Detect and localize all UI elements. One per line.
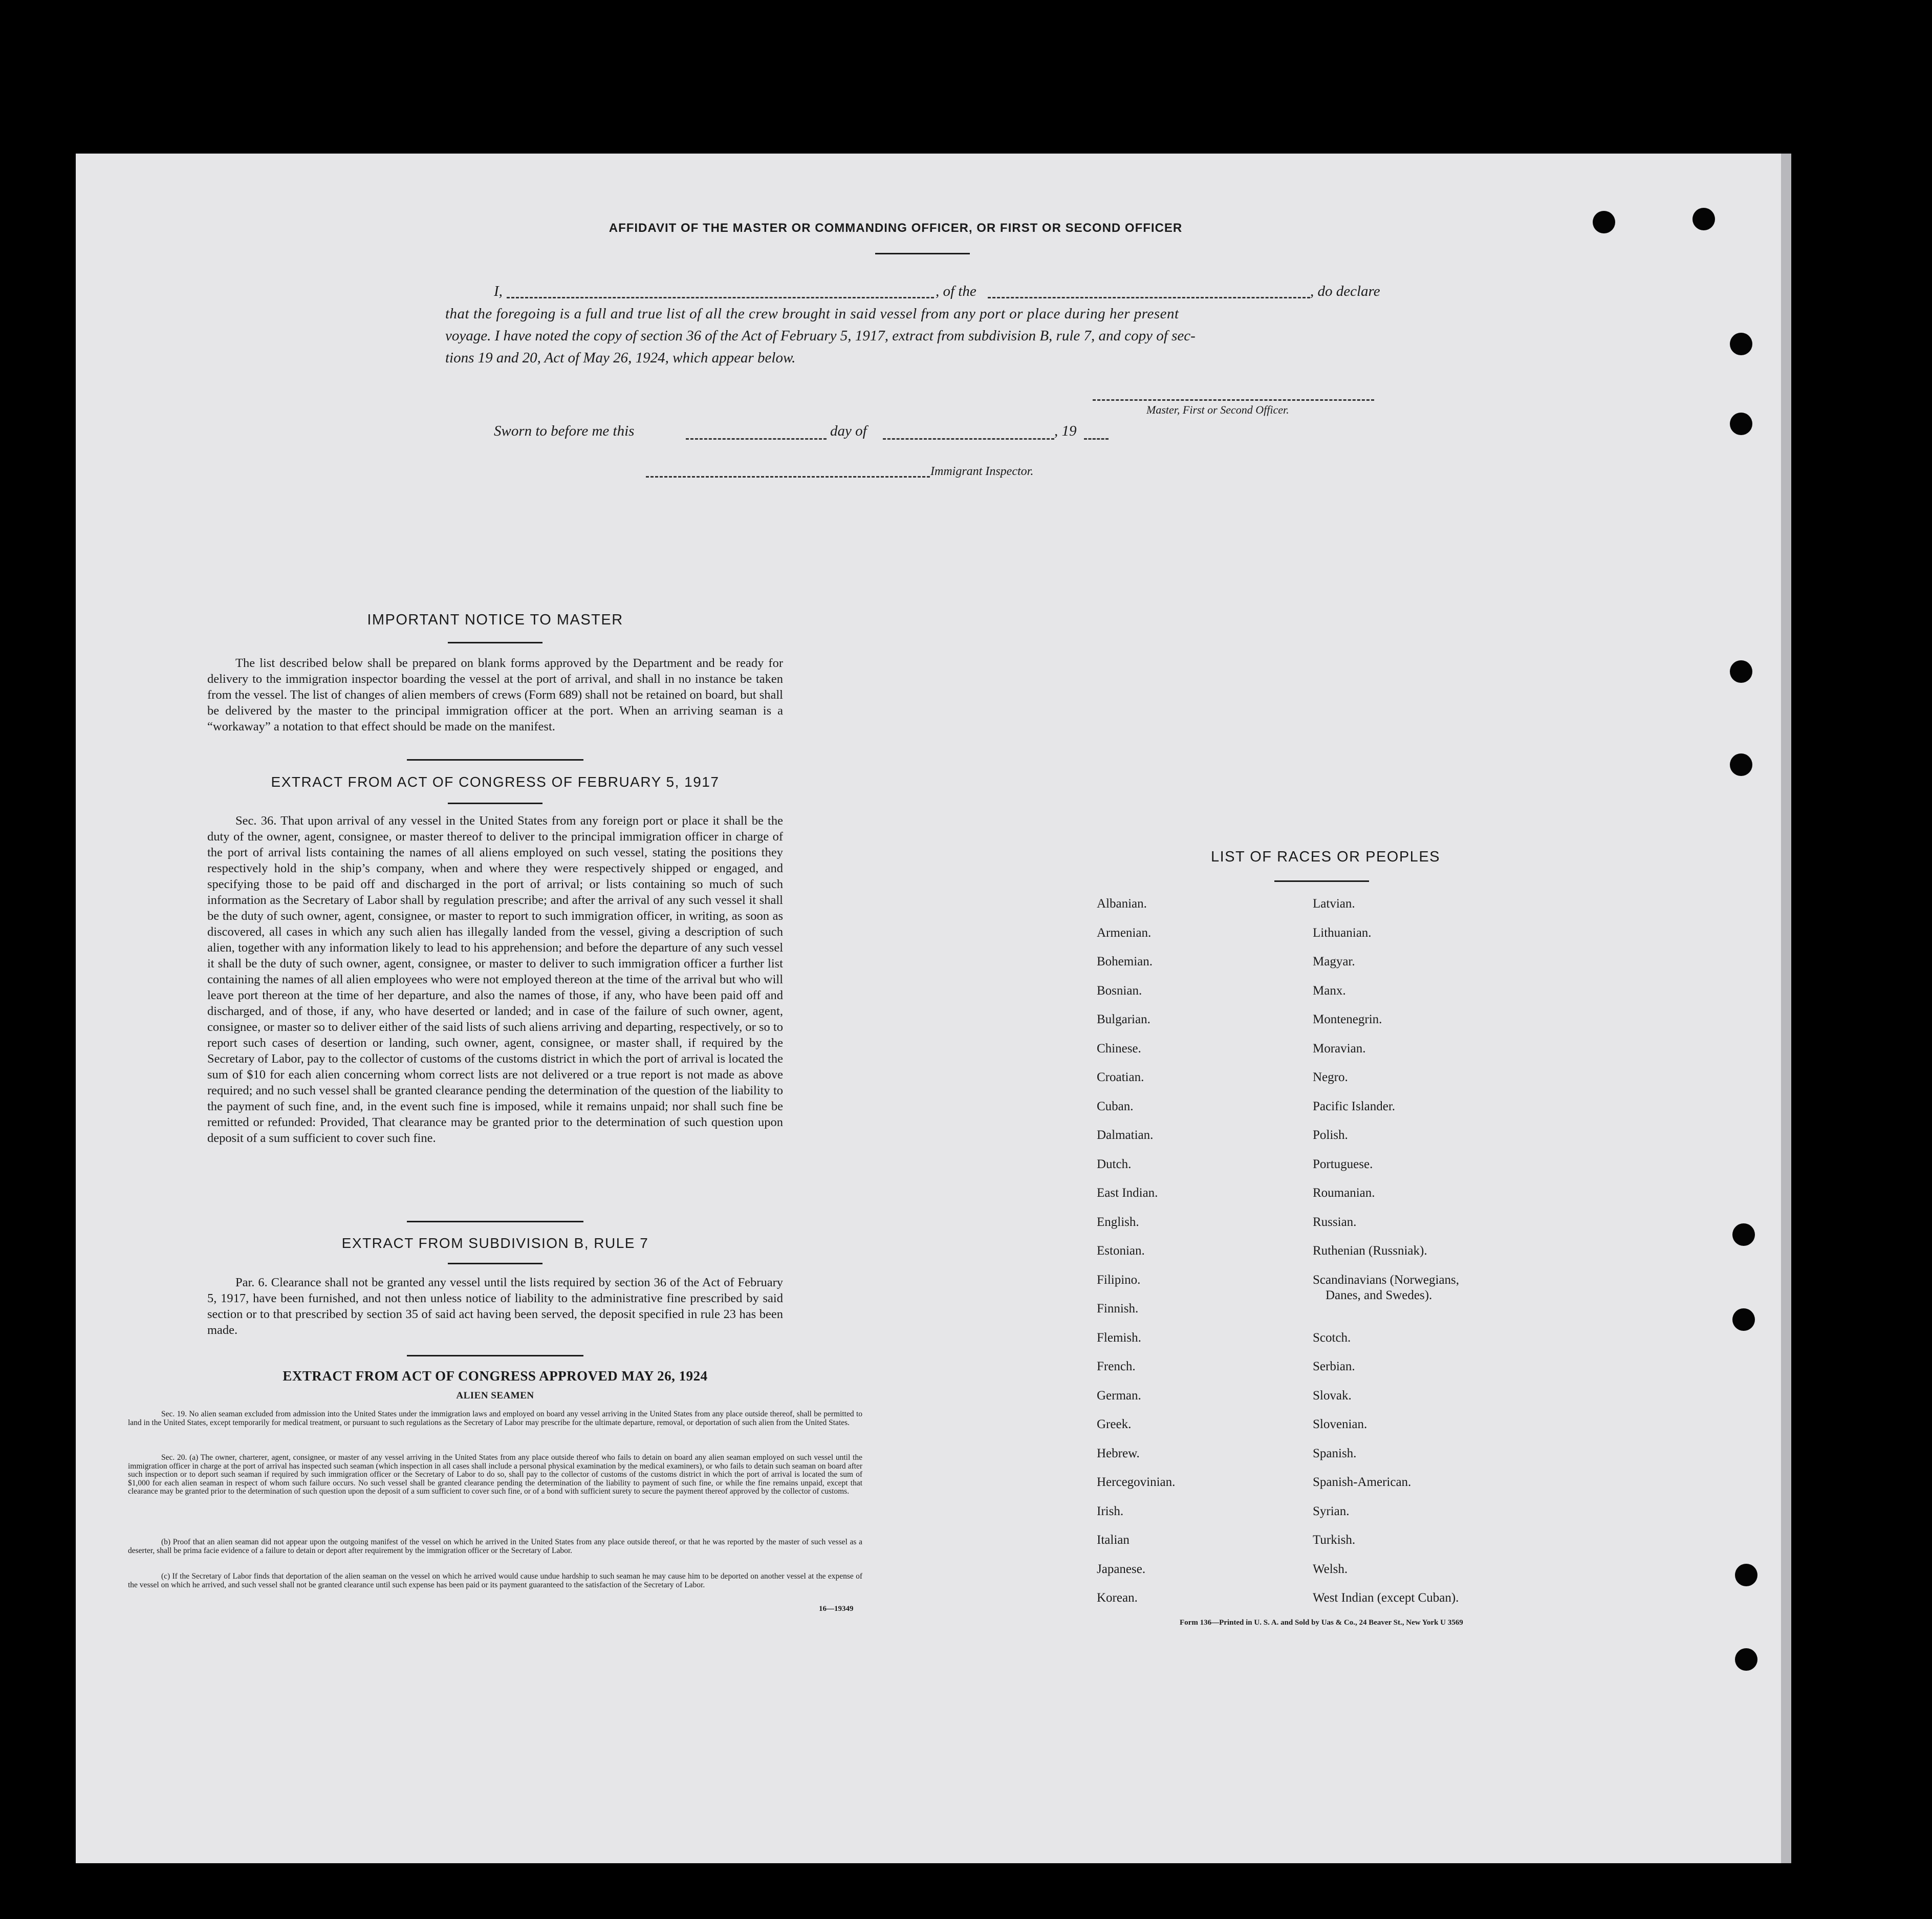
- year-label: , 19: [1054, 423, 1077, 439]
- race-item: Slovenian.: [1313, 1417, 1367, 1431]
- race-item: Italian: [1097, 1533, 1130, 1547]
- race-item: East Indian.: [1097, 1186, 1158, 1200]
- notice-title: IMPORTANT NOTICE TO MASTER: [367, 612, 623, 628]
- race-item: Roumanian.: [1313, 1186, 1375, 1200]
- affidavit-line-3: voyage. I have noted the copy of section 36 of the Act of February 5, 1917, extract from subdivision B, rule 7, and copy of sec-: [445, 328, 1196, 344]
- act-1924-sec-20a: Sec. 20. (a) The owner, charterer, agent, consignee, or master of any vessel arriving in the United States from any place outside thereof who fails to detain on board any alien seaman employed on such vessel until the immigration officer in charge at the port of arrival has inspected such seaman (which inspection in all cases shall include a personal physical examination by the medical examiners), or who fails to detain such seaman on board after such inspection or to deport such seaman if required by such immigration officer or the Secretary of Labor to do so, shall pay to the collector of customs of the customs district in which the port of arrival is located the sum of $1,000 for each alien seaman in respect of whom such failure occurs. No such vessel shall be granted clearance pending the determination of the liability to payment of such fine, or while the fine remains unpaid, except that clearance may be granted prior to the determination of such question upon the deposit of a sum sufficient to cover such fine, or of a bond with sufficient surety to secure the payment thereof approved by the collector of customs.: [128, 1453, 862, 1496]
- race-item: English.: [1097, 1215, 1139, 1229]
- act-1924-sec-20c: (c) If the Secretary of Labor finds that deportation of the alien seaman on the vessel on which he arrived would cause undue hardship to such seaman he may cause him to be deported on another vessel at the expense of the vessel on which he arrived, and such vessel shall not be granted clearance until such expense has been paid or its payment guaranteed to the satisfaction of the Secretary of Labor.: [128, 1572, 862, 1589]
- punch-hole: [1692, 208, 1715, 230]
- sworn-month-blank: [883, 438, 1054, 440]
- race-item: Russian.: [1313, 1215, 1357, 1229]
- race-item: Dalmatian.: [1097, 1128, 1154, 1142]
- race-item: Magyar.: [1313, 955, 1355, 968]
- race-item: Albanian.: [1097, 897, 1147, 911]
- races-underline: [1274, 880, 1369, 882]
- punch-hole: [1730, 413, 1752, 435]
- punch-hole: [1593, 211, 1615, 233]
- races-title: LIST OF RACES OR PEOPLES: [1210, 849, 1441, 865]
- act-1924-sec-20b: (b) Proof that an alien seaman did not appear upon the outgoing manifest of the vessel on which he arrived in the United States from any place outside thereof, or that he was reported by the master of such vessel as a deserter, shall be prima facie evidence of a failure to detain or deport after requirement by the immigration officer or the Secretary of Labor.: [128, 1538, 862, 1555]
- affidavit-of-the: , of the: [936, 283, 976, 299]
- sworn-day-blank: [686, 438, 827, 440]
- race-item: Negro.: [1313, 1070, 1348, 1084]
- race-item: Spanish.: [1313, 1446, 1357, 1460]
- race-item: Portuguese.: [1313, 1157, 1373, 1171]
- race-item: Syrian.: [1313, 1504, 1350, 1518]
- act-1917-title: EXTRACT FROM ACT OF CONGRESS OF FEBRUARY 5, 1917: [271, 774, 720, 790]
- race-item: Moravian.: [1313, 1041, 1366, 1055]
- race-item: Croatian.: [1097, 1070, 1144, 1084]
- race-item: Irish.: [1097, 1504, 1124, 1518]
- race-item: Scandinavians (Norwegians,: [1313, 1273, 1460, 1287]
- race-item: Hercegovinian.: [1097, 1475, 1176, 1489]
- race-item: Hebrew.: [1097, 1446, 1140, 1460]
- act-1924-title: EXTRACT FROM ACT OF CONGRESS APPROVED MAY 26, 1924: [283, 1368, 708, 1384]
- race-item: Greek.: [1097, 1417, 1132, 1431]
- inspector-signature-label: Immigrant Inspector.: [930, 465, 1034, 478]
- race-item: Finnish.: [1097, 1302, 1139, 1316]
- notice-divider: [407, 759, 583, 761]
- race-item: German.: [1097, 1388, 1141, 1403]
- race-item: Dutch.: [1097, 1157, 1132, 1171]
- race-item: Manx.: [1313, 983, 1346, 998]
- race-item: Pacific Islander.: [1313, 1099, 1396, 1113]
- affidavit-i-label: I,: [494, 283, 503, 299]
- punch-hole: [1732, 1308, 1755, 1331]
- act-1917-divider: [407, 1221, 583, 1222]
- act-1924-subtitle: ALIEN SEAMEN: [456, 1390, 534, 1401]
- punch-hole: [1732, 1223, 1755, 1246]
- rule-7-text: Par. 6. Clearance shall not be granted any vessel until the lists required by section 36 of the Act of February 5, 1917, have been furnished, and not then unless notice of liability to the administrative fine prescribed by said section or to that prescribed by section 35 of said act having been served, the deposit specified in rule 23 has been made.: [207, 1276, 783, 1337]
- race-item: Bulgarian.: [1097, 1012, 1150, 1026]
- race-item: Spanish-American.: [1313, 1475, 1412, 1489]
- race-item: Japanese.: [1097, 1562, 1146, 1576]
- rule-7-divider: [407, 1355, 583, 1356]
- race-item: French.: [1097, 1360, 1136, 1373]
- race-item: Chinese.: [1097, 1041, 1141, 1055]
- race-item: Cuban.: [1097, 1099, 1134, 1113]
- race-item: Welsh.: [1313, 1562, 1348, 1576]
- race-item: Filipino.: [1097, 1273, 1141, 1287]
- page-edge: [1781, 154, 1791, 1863]
- race-item: West Indian (except Cuban).: [1313, 1591, 1459, 1605]
- race-item: Ruthenian (Russniak).: [1313, 1244, 1427, 1258]
- act-1924-sec-19: Sec. 19. No alien seaman excluded from admission into the United States under the immigration laws and employed on board any vessel arriving in the United States from any place outside thereof, shall be permitted to land in the United States, except temporarily for medical treatment, or pursuant to such regulations as the Secretary of Labor may prescribe for the ultimate departure, removal, or deportation of such alien from the United States.: [128, 1410, 862, 1427]
- punch-hole: [1735, 1648, 1757, 1671]
- master-signature-line: [1093, 399, 1374, 401]
- race-item: Montenegrin.: [1313, 1012, 1382, 1026]
- race-item: Slovak.: [1313, 1388, 1352, 1403]
- affidavit-title: AFFIDAVIT OF THE MASTER OR COMMANDING OFFICER, OR FIRST OR SECOND OFFICER: [609, 221, 1183, 235]
- affidavit-line-2: that the foregoing is a full and true list of all the crew brought in said vessel from any port or place during her present: [445, 306, 1179, 322]
- master-signature-label: Master, First or Second Officer.: [1146, 403, 1289, 416]
- race-item: Turkish.: [1313, 1533, 1356, 1547]
- printer-footer: Form 136—Printed in U. S. A. and Sold by Uas & Co., 24 Beaver St., New York U 3569: [1180, 1619, 1463, 1627]
- title-underline: [875, 253, 970, 254]
- punch-hole: [1730, 660, 1752, 683]
- inspector-signature-line: [646, 476, 930, 478]
- rule-7-title: EXTRACT FROM SUBDIVISION B, RULE 7: [341, 1235, 649, 1251]
- name-blank: [507, 297, 934, 298]
- race-item: Estonian.: [1097, 1244, 1145, 1258]
- punch-hole: [1730, 333, 1752, 355]
- race-item: Polish.: [1313, 1128, 1348, 1142]
- form-code: 16—19349: [819, 1605, 854, 1613]
- vessel-blank: [988, 297, 1310, 298]
- act-1917-text: Sec. 36. That upon arrival of any vessel in the United States from any foreign port or place it shall be the duty of the owner, agent, consignee, or master thereof to deliver to the principal immigration officer in charge of the port of arrival lists containing the names of all aliens employed on such vessel, stating the positions they respectively hold in the ship’s company, when and where they were respectively shipped or engaged, and specifying those to be paid off and discharged in the port of arrival; or lists containing so much of such information as the Secretary of Labor shall by regulation prescribe; and after the arrival of any such vessel it shall be the duty of such owner, agent, consignee, or master to report to such immigration officer, in writing, as soon as discovered, all cases in which any such alien has illegally landed from the vessel, giving a description of such alien, together with any information likely to lead to his apprehension; and before the departure of any such vessel it shall be the duty of such owner, agent, consignee, or master to deliver to such immigration officer a further list containing the names of all alien employees who were not employed thereon at the time of the arrival but who will leave port thereon at the time of her departure, and also the names of those, if any, who have been paid off and discharged, and of those, if any, who have deserted or landed; and in case of the failure of such owner, agent, consignee, or master so to deliver either of the said lists of such aliens arriving and departing, respectively, or so to report such cases of desertion or landing, such owner, agent, consignee, or master shall, if required by the Secretary of Labor, pay to the collector of customs of the customs district in which the port of arrival is located the sum of $10 for each alien concerning whom correct lists are not delivered or a true report is not made as above required; and no such vessel shall be granted clearance pending the determination of the question of the liability to the payment of such fine, and, in the event such fine is imposed, while it remains unpaid; nor shall such fine be remitted or refunded: Provided, That clearance may be granted prior to the determination of such question upon deposit of a sum sufficient to cover such fine.: [207, 814, 783, 1145]
- year-blank: [1084, 438, 1109, 440]
- race-item: Serbian.: [1313, 1360, 1355, 1373]
- race-item: Latvian.: [1313, 897, 1355, 911]
- race-item: Danes, and Swedes).: [1326, 1288, 1432, 1302]
- act-1917-underline: [448, 803, 542, 804]
- sworn-label: Sworn to before me this: [494, 423, 635, 439]
- punch-hole: [1730, 753, 1752, 776]
- affidavit-line-4: tions 19 and 20, Act of May 26, 1924, which appear below.: [445, 350, 796, 366]
- race-item: Bohemian.: [1097, 955, 1153, 968]
- race-item: Armenian.: [1097, 925, 1152, 940]
- rule-7-underline: [448, 1263, 542, 1264]
- day-of-label: day of: [830, 423, 867, 439]
- race-item: Scotch.: [1313, 1330, 1351, 1345]
- race-item: Bosnian.: [1097, 983, 1142, 998]
- race-item: Flemish.: [1097, 1330, 1141, 1345]
- notice-text: The list described below shall be prepared on blank forms approved by the Department and be ready for delivery to the immigration inspector boarding the vessel at the port of arrival, and shall in no instance be taken from the vessel. The list of changes of alien members of crews (Form 689) shall not be retained on board, but shall be delivered by the master to the principal immigration officer at the port. When an arriving seaman is a “workaway” a notation to that effect should be made on the manifest.: [207, 656, 783, 734]
- notice-underline: [448, 642, 542, 643]
- affidavit-do-declare: , do declare: [1310, 283, 1380, 299]
- race-item: Lithuanian.: [1313, 925, 1372, 940]
- punch-hole: [1735, 1564, 1757, 1586]
- race-item: Korean.: [1097, 1591, 1138, 1605]
